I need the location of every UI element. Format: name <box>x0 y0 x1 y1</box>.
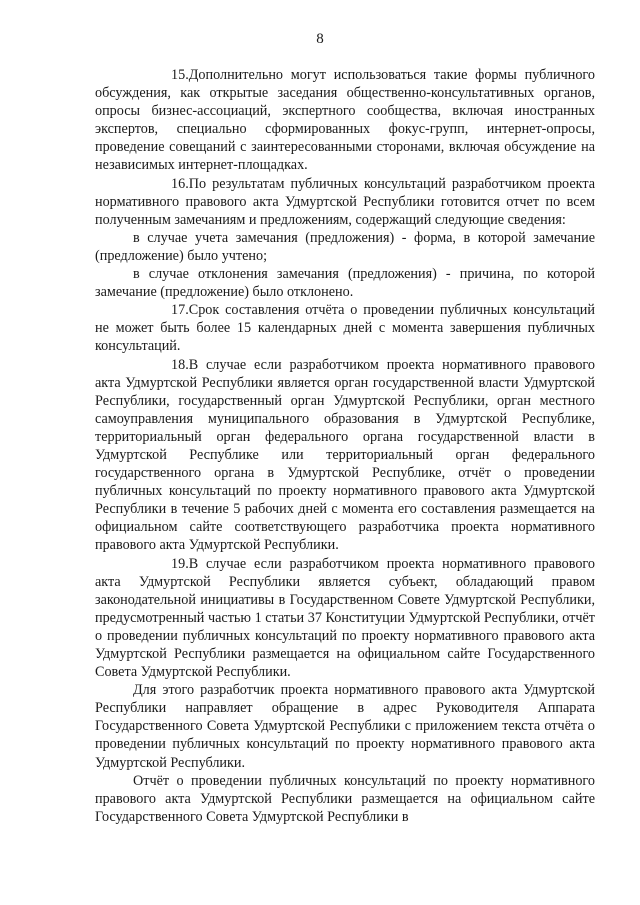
page-number: 8 <box>316 31 324 47</box>
paragraph-text: Отчёт о проведении публичных консультаций по проекту нормативного правового акта Удмуртской Республики размещается на официальном сайте Государственного Совета Удмуртской Республики в <box>95 772 595 825</box>
paragraph-16-item-accepted <box>95 229 595 265</box>
document-body <box>95 66 595 826</box>
paragraph-19-report-placement <box>95 772 595 826</box>
paragraph-number: 19. <box>171 555 189 572</box>
paragraph-17 <box>95 301 595 355</box>
paragraph-16-item-rejected <box>95 265 595 301</box>
paragraph-15 <box>95 66 595 175</box>
paragraph-number: 15. <box>171 67 189 83</box>
paragraph-16 <box>95 175 595 229</box>
paragraph-number: 17. <box>171 302 189 319</box>
paragraph-text: в случае учета замечания (предложения) - форма, в которой замечание (предложение) было учтено; <box>95 229 595 264</box>
paragraph-text: В случае если разработчиком проекта нормативного правового акта Удмуртской Республики является орган государственной власти Удмуртской Республики, государственный орган Удмуртской Республики, орган местного самоуправления муниципального образования в Удмуртской Республике, территориальный орган федерального органа государственной власти в Удмуртской Республике или территориальный орган федерального государственного органа в Удмуртской Республике, отчёт о проведении публичных консультаций по проекту нормативного правового акта Удмуртской Республики в течение 5 рабочих дней с момента его составления размещается на официальном сайте соответствующего разработчика проекта нормативного правового акта Удмуртской Республики. <box>95 356 595 554</box>
paragraph-text: По результатам публичных консультаций разработчиком проекта нормативного правового акта Удмуртской Республики готовится отчет по всем полученным замечаниям и предложениям, содержащий следующие сведения: <box>95 175 595 228</box>
paragraph-number: 18. <box>171 356 189 373</box>
paragraph-text: Дополнительно могут использоваться такие формы публичного обсуждения, как открытые заседания общественно-консультативных органов, опросы бизнес-ассоциаций, экспертного сообщества, включая иностранных экспертов, специально сформированных фокус-групп, интернет-опросы, проведение совещаний с заинтересованными сторонами, включая обсуждение на независимых интернет-площадках. <box>95 67 595 174</box>
paragraph-text: В случае если разработчиком проекта нормативного правового акта Удмуртской Республики является субъект, обладающий правом законодательной инициативы в Государственном Совете Удмуртской Республики, предусмотренный частью 1 статьи 37 Конституции Удмуртской Республики, отчёт о проведении публичных консультаций по проекту нормативного правового акта Удмуртской Республики размещается на официальном сайте Государственного Совета Удмуртской Республики. <box>95 555 595 681</box>
paragraph-text: в случае отклонения замечания (предложения) - причина, по которой замечание (предложение) было отклонено. <box>95 266 595 301</box>
paragraph-18 <box>95 356 595 555</box>
paragraph-19 <box>95 555 595 682</box>
paragraph-text: Для этого разработчик проекта нормативного правового акта Удмуртской Республики направляет обращение в адрес Руководителя Аппарата Государственного Совета Удмуртской Республики с приложением текста отчёта о проведении публичных консультаций по проекту нормативного правового акта Удмуртской Республики. <box>95 682 595 771</box>
paragraph-19-continuation <box>95 681 595 771</box>
paragraph-number: 16. <box>171 175 189 192</box>
paragraph-text: Срок составления отчёта о проведении публичных консультаций не может быть более 15 календарных дней с момента завершения публичных консультаций. <box>95 302 595 355</box>
